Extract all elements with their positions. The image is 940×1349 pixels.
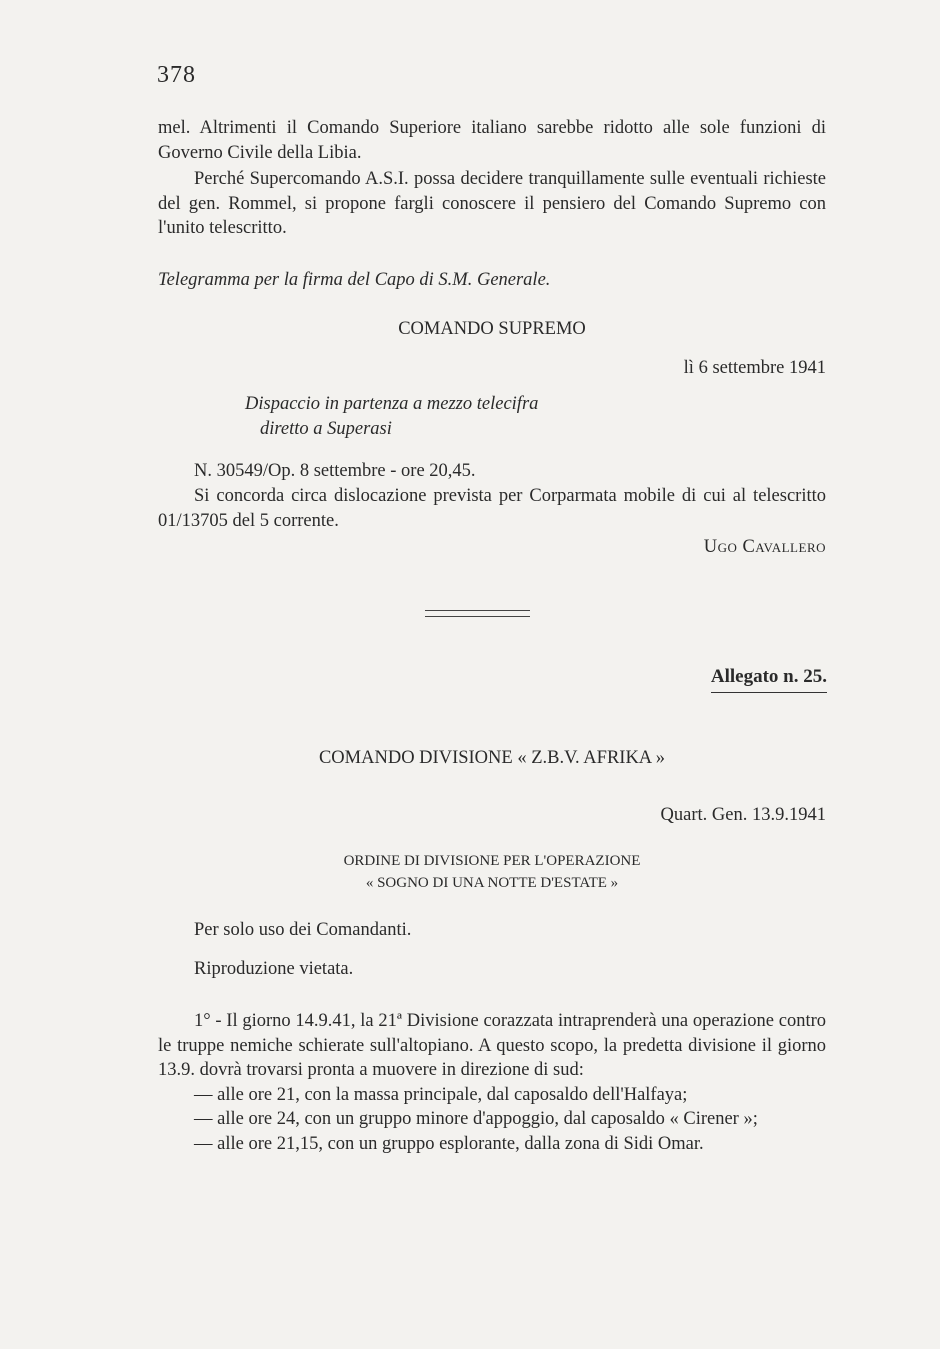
order-item-2: — alle ore 24, con un gruppo minore d'appoggio, dal caposaldo « Cirener »;: [194, 1109, 758, 1129]
order-item-1: — alle ore 21, con la massa principale, dal caposaldo dell'Halfaya;: [194, 1084, 688, 1105]
intro-paragraph-1: mel. Altrimenti il Comando Superiore italiano sarebbe ridotto alle sole funzioni di Governo Civile della Libia.: [158, 118, 826, 163]
divider-line-top: [425, 610, 530, 611]
telegram-caption: Telegramma per la firma del Capo di S.M. Generale.: [158, 270, 551, 290]
page-number: 378: [157, 62, 196, 88]
order-item-3: — alle ore 21,15, con un gruppo esplorante, dalla zona di Sidi Omar.: [194, 1133, 704, 1154]
annex-label: Allegato n. 25.: [711, 666, 827, 693]
telegram-body: Si concorda circa dislocazione prevista per Corparmata mobile di cui al telescritto 01/13705 del 5 corrente.: [158, 486, 826, 531]
telegram-header: COMANDO SUPREMO: [398, 319, 586, 339]
annex-header: COMANDO DIVISIONE « Z.B.V. AFRIKA »: [318, 748, 666, 768]
order-title-line-1: ORDINE DI DIVISIONE PER L'OPERAZIONE: [343, 853, 641, 869]
divider-line-bottom: [425, 616, 530, 617]
order-title-line-2: « SOGNO DI UNA NOTTE D'ESTATE »: [365, 875, 619, 891]
note-commanders: Per solo uso dei Comandanti.: [194, 920, 412, 940]
telegram-number-line: N. 30549/Op. 8 settembre - ore 20,45.: [194, 461, 476, 481]
order-body: [158, 1009, 826, 1156]
order-paragraph-1: 1° - Il giorno 14.9.41, la 21ª Divisione corazzata intraprenderà una operazione contro le truppe nemiche schierate sull'altopiano. A questo scopo, la predetta divisione il giorno 13.9. dovrà trovarsi pronta a muovere in direzione di sud:: [158, 1011, 826, 1080]
annex-date: Quart. Gen. 13.9.1941: [660, 805, 826, 825]
intro-text: [158, 116, 826, 241]
telegram-date: lì 6 settembre 1941: [683, 358, 826, 378]
dispatch-line-2: diretto a Superasi: [260, 419, 392, 439]
signature: Ugo Cavallero: [703, 537, 826, 557]
dispatch-line-1: Dispaccio in partenza a mezzo telecifra: [245, 394, 539, 414]
note-reproduction: Riproduzione vietata.: [194, 959, 354, 979]
intro-paragraph-2: Perché Supercomando A.S.I. possa decidere tranquillamente sulle eventuali richieste del gen. Rommel, si propone fargli conoscere il pensiero del Comando Supremo con l'unito telescritto.: [158, 169, 826, 238]
